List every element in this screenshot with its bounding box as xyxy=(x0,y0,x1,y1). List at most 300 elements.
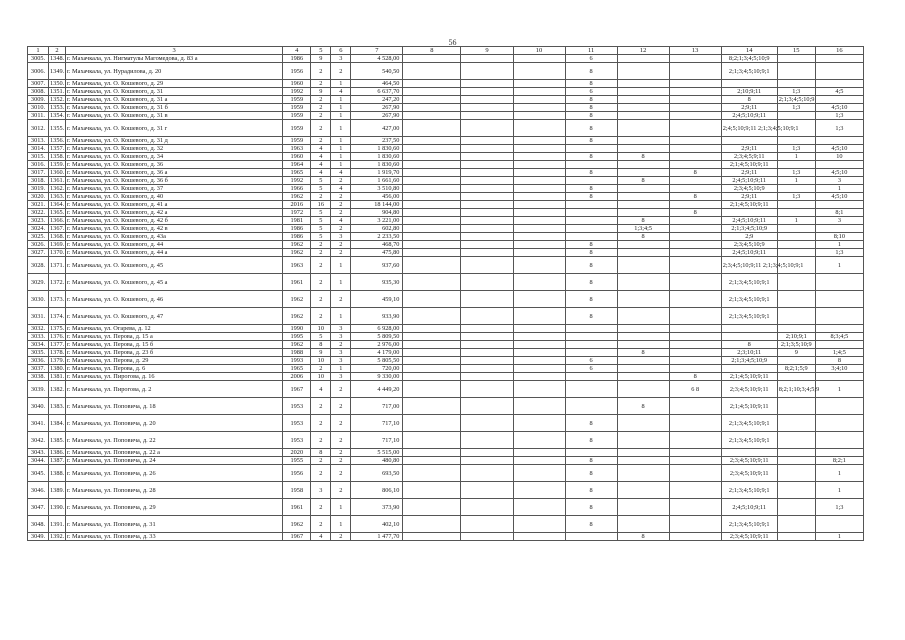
cell-col-8 xyxy=(403,161,461,169)
cell-col-9 xyxy=(461,120,513,137)
cell-col-15 xyxy=(777,482,815,499)
cell-address: г. Махачкала, ул. Огарева, д. 12 xyxy=(66,325,283,333)
cell-col-10 xyxy=(513,365,565,373)
cell-col-14: 8 xyxy=(721,341,777,349)
cell-col-14: 2;1;3;4;5;10;9;1 xyxy=(721,308,777,325)
cell-year-built: 1993 xyxy=(283,357,311,365)
cell-entrances: 3 xyxy=(331,233,351,241)
table-row xyxy=(28,137,864,145)
cell-col-15: 1;3 xyxy=(777,193,815,201)
cell-entrances: 1 xyxy=(331,516,351,533)
cell-col-12 xyxy=(617,209,669,217)
cell-record-id: 1366. xyxy=(50,217,65,224)
cell-col-13 xyxy=(669,533,721,541)
cell-col-14: 2;3;10;11 xyxy=(721,349,777,357)
cell-col-15: 2;10;9;1 xyxy=(777,333,815,341)
cell-year-built: 1962 xyxy=(283,516,311,533)
cell-col-15 xyxy=(777,449,815,457)
column-header-6: 6 xyxy=(331,47,351,55)
cell-col-16 xyxy=(815,201,863,209)
cell-col-9 xyxy=(461,325,513,333)
cell-col-11 xyxy=(565,177,617,185)
cell-address: г. Махачкала, ул. Нурадилова, д. 20 xyxy=(66,63,283,80)
cell-col-9 xyxy=(461,80,513,88)
cell-col-12 xyxy=(617,415,669,432)
cell-col-11: 8 xyxy=(565,153,617,161)
cell-col-12 xyxy=(617,201,669,209)
cell-col-11: 8 xyxy=(565,169,617,177)
cell-col-13 xyxy=(669,365,721,373)
cell-col-13 xyxy=(669,357,721,365)
cell-col-10 xyxy=(513,112,565,120)
cell-record-id: 1353. xyxy=(50,104,65,111)
cell-area: 806,10 xyxy=(351,482,403,499)
cell-col-11 xyxy=(565,349,617,357)
cell-col-9 xyxy=(461,482,513,499)
cell-col-11: 8 xyxy=(565,193,617,201)
cell-col-14: 2;1;4;5;10;9;11 xyxy=(721,161,777,169)
cell-col-14: 2;1;3;4;5;10;9;1 xyxy=(721,516,777,533)
cell-col-15 xyxy=(777,201,815,209)
cell-col-8 xyxy=(403,381,461,398)
cell-col-14: 2;3;4;5;10;9;11 xyxy=(721,381,777,398)
cell-record-id: 1378. xyxy=(50,349,65,356)
cell-col-8 xyxy=(403,516,461,533)
cell-row-number: 3034. xyxy=(28,341,49,349)
cell-col-15 xyxy=(777,185,815,193)
cell-area: 540,50 xyxy=(351,63,403,80)
cell-floors: 2 xyxy=(311,274,331,291)
cell-col-9 xyxy=(461,349,513,357)
column-header-16: 16 xyxy=(815,47,863,55)
cell-address: г. Махачкала, ул. О. Кошевого, д. 31 д xyxy=(66,137,283,145)
cell-row-number: 3015. xyxy=(28,153,49,161)
cell-col-8 xyxy=(403,55,461,63)
cell-address: г. Махачкала, ул. О. Кошевого, д. 34 xyxy=(66,153,283,161)
cell-col-12 xyxy=(617,193,669,201)
cell-col-8 xyxy=(403,241,461,249)
cell-col-8 xyxy=(403,533,461,541)
cell-year-built: 1992 xyxy=(283,88,311,96)
cell-col-14: 2;1;3;4;5;10;9;1 xyxy=(721,291,777,308)
cell-year-built: 1965 xyxy=(283,365,311,373)
cell-col-9 xyxy=(461,357,513,365)
cell-area: 4 528,00 xyxy=(351,55,403,63)
cell-col-8 xyxy=(403,373,461,381)
cell-entrances: 1 xyxy=(331,499,351,516)
cell-col-11 xyxy=(565,201,617,209)
column-header-10: 10 xyxy=(513,47,565,55)
cell-col-10 xyxy=(513,185,565,193)
cell-col-15 xyxy=(777,209,815,217)
cell-record-id: 1357. xyxy=(50,145,65,152)
cell-year-built: 1986 xyxy=(283,55,311,63)
cell-row-number: 3038. xyxy=(28,373,49,381)
cell-col-16 xyxy=(815,341,863,349)
cell-col-8 xyxy=(403,185,461,193)
cell-record-id: 1356. xyxy=(50,137,65,144)
cell-record-id: 1367. xyxy=(50,225,65,232)
cell-col-9 xyxy=(461,333,513,341)
cell-col-8 xyxy=(403,201,461,209)
cell-col-14: 2;9;11 xyxy=(721,169,777,177)
cell-col-8 xyxy=(403,249,461,257)
cell-floors: 2 xyxy=(311,80,331,88)
cell-year-built: 1956 xyxy=(283,465,311,482)
cell-col-16: 8;1 xyxy=(815,209,863,217)
cell-entrances: 2 xyxy=(331,482,351,499)
cell-year-built: 1988 xyxy=(283,349,311,357)
cell-record-id: 1360. xyxy=(50,169,65,176)
cell-col-16: 1;4;5 xyxy=(815,349,863,357)
column-header-4: 4 xyxy=(283,47,311,55)
column-header-13: 13 xyxy=(669,47,721,55)
cell-col-14 xyxy=(721,137,777,145)
cell-col-13 xyxy=(669,465,721,482)
cell-col-12 xyxy=(617,499,669,516)
cell-col-16: 4;5;10 xyxy=(815,193,863,201)
cell-col-14 xyxy=(721,365,777,373)
cell-floors: 2 xyxy=(311,137,331,145)
cell-col-9 xyxy=(461,88,513,96)
cell-col-9 xyxy=(461,161,513,169)
cell-col-10 xyxy=(513,415,565,432)
cell-floors: 9 xyxy=(311,88,331,96)
cell-col-13 xyxy=(669,457,721,465)
cell-row-number: 3021. xyxy=(28,201,49,209)
cell-col-13: 8 xyxy=(669,193,721,201)
cell-col-15 xyxy=(777,465,815,482)
cell-col-13 xyxy=(669,415,721,432)
cell-area: 3 510,80 xyxy=(351,185,403,193)
cell-record-id: 1354. xyxy=(50,112,65,119)
cell-col-10 xyxy=(513,63,565,80)
cell-floors: 2 xyxy=(311,291,331,308)
cell-col-15 xyxy=(777,55,815,63)
cell-row-number: 3041. xyxy=(28,415,49,432)
cell-col-9 xyxy=(461,373,513,381)
cell-col-10 xyxy=(513,373,565,381)
cell-col-8 xyxy=(403,80,461,88)
cell-floors: 2 xyxy=(311,365,331,373)
cell-year-built: 1961 xyxy=(283,499,311,516)
cell-col-14: 2;9;11 xyxy=(721,193,777,201)
cell-record-id: 1388. xyxy=(49,465,66,482)
cell-row-number: 3033. xyxy=(28,333,49,341)
cell-col-13 xyxy=(669,201,721,209)
cell-year-built: 1959 xyxy=(283,120,311,137)
cell-entrances: 2 xyxy=(331,201,351,209)
cell-record-id: 1392. xyxy=(50,533,65,540)
cell-col-12 xyxy=(617,325,669,333)
cell-entrances: 4 xyxy=(331,169,351,177)
cell-col-13 xyxy=(669,225,721,233)
cell-col-9 xyxy=(461,96,513,104)
cell-col-12 xyxy=(617,96,669,104)
cell-address: г. Махачкала, ул. О. Кошевого, д. 31 в xyxy=(66,112,283,120)
cell-col-15 xyxy=(777,415,815,432)
cell-col-9 xyxy=(461,193,513,201)
cell-year-built: 1986 xyxy=(283,233,311,241)
cell-col-12 xyxy=(617,63,669,80)
cell-col-10 xyxy=(513,161,565,169)
cell-year-built: 1961 xyxy=(283,274,311,291)
cell-row-number: 3040. xyxy=(28,398,49,415)
cell-col-10 xyxy=(513,465,565,482)
cell-entrances: 1 xyxy=(331,137,351,145)
cell-col-15: 1;3 xyxy=(777,88,815,96)
cell-col-12 xyxy=(617,482,669,499)
cell-col-13 xyxy=(669,80,721,88)
cell-row-number: 3016. xyxy=(28,161,49,169)
cell-col-13 xyxy=(669,291,721,308)
cell-col-10 xyxy=(513,153,565,161)
cell-year-built: 1962 xyxy=(283,308,311,325)
cell-col-15 xyxy=(777,241,815,249)
cell-record-id: 1372. xyxy=(49,274,66,291)
cell-col-15 xyxy=(777,432,815,449)
cell-col-8 xyxy=(403,465,461,482)
cell-col-16: 8;3;4;5 xyxy=(815,333,863,341)
cell-col-9 xyxy=(461,249,513,257)
cell-col-12: 8 xyxy=(617,177,669,185)
cell-record-id: 1377. xyxy=(50,341,65,348)
cell-col-8 xyxy=(403,120,461,137)
cell-address: г. Махачкала, ул. Перова, д. 29 xyxy=(66,357,283,365)
cell-address: г. Махачкала, ул. Перова, д. 15 б xyxy=(66,341,283,349)
cell-col-11 xyxy=(565,373,617,381)
column-header-9: 9 xyxy=(461,47,513,55)
table-row xyxy=(28,341,864,349)
cell-col-9 xyxy=(461,169,513,177)
cell-col-14: 2;1;4;5;10;9;11 xyxy=(721,398,777,415)
cell-address: г. Махачкала, ул. О. Кошевого, д. 31 xyxy=(66,88,283,96)
cell-col-16 xyxy=(815,161,863,169)
cell-col-9 xyxy=(461,112,513,120)
cell-col-11 xyxy=(565,341,617,349)
cell-col-14: 8 xyxy=(721,96,777,104)
cell-col-13 xyxy=(669,398,721,415)
cell-col-11: 6 xyxy=(565,357,617,365)
cell-col-16: 10 xyxy=(815,153,863,161)
cell-col-10 xyxy=(513,398,565,415)
cell-area: 4 449,20 xyxy=(351,381,403,398)
cell-col-15: 1 xyxy=(777,217,815,225)
cell-address: г. Махачкала, ул. О. Кошевого, д. 41 а xyxy=(66,201,283,209)
cell-entrances: 2 xyxy=(331,225,351,233)
cell-area: 1 477,70 xyxy=(351,533,403,541)
cell-floors: 8 xyxy=(311,449,331,457)
cell-floors: 2 xyxy=(311,120,331,137)
cell-col-13 xyxy=(669,341,721,349)
cell-col-11: 8 xyxy=(565,432,617,449)
cell-area: 267,90 xyxy=(351,104,403,112)
cell-area: 720,00 xyxy=(351,365,403,373)
cell-col-16: 1;3 xyxy=(815,112,863,120)
table-row xyxy=(28,516,864,533)
cell-col-11 xyxy=(565,533,617,541)
cell-entrances: 2 xyxy=(331,63,351,80)
cell-col-10 xyxy=(513,55,565,63)
cell-address: г. Махачкала, ул. Поповича, д. 20 xyxy=(66,415,283,432)
cell-col-14: 2;3;4;5;10;9 xyxy=(721,185,777,193)
cell-col-15 xyxy=(777,137,815,145)
cell-area: 1 830,60 xyxy=(351,153,403,161)
cell-entrances: 2 xyxy=(331,193,351,201)
cell-col-10 xyxy=(513,209,565,217)
cell-row-number: 3035. xyxy=(28,349,49,357)
cell-entrances: 1 xyxy=(331,365,351,373)
cell-record-id: 1370. xyxy=(50,249,65,256)
table-row xyxy=(28,177,864,185)
cell-address: г. Махачкала, ул. О. Кошевого, д. 36 б xyxy=(66,177,283,185)
cell-year-built: 1960 xyxy=(283,153,311,161)
cell-address: г. Махачкала, ул. Пирогова, д. 16 xyxy=(66,373,283,381)
cell-year-built: 1964 xyxy=(283,161,311,169)
cell-year-built: 1959 xyxy=(283,137,311,145)
table-row xyxy=(28,333,864,341)
cell-col-10 xyxy=(513,217,565,225)
table-row xyxy=(28,274,864,291)
table-row xyxy=(28,201,864,209)
cell-year-built: 1962 xyxy=(283,241,311,249)
registry-table xyxy=(27,46,864,541)
cell-col-16: 4;5 xyxy=(815,88,863,96)
cell-entrances: 3 xyxy=(331,373,351,381)
cell-col-10 xyxy=(513,516,565,533)
cell-row-number: 3030. xyxy=(28,291,49,308)
cell-year-built: 2020 xyxy=(283,449,311,457)
table-row xyxy=(28,325,864,333)
cell-col-8 xyxy=(403,349,461,357)
cell-entrances: 2 xyxy=(331,249,351,257)
cell-col-12 xyxy=(617,449,669,457)
cell-col-10 xyxy=(513,449,565,457)
cell-col-10 xyxy=(513,499,565,516)
cell-col-14: 2;1;3;4;5;10;9 xyxy=(721,357,777,365)
cell-col-8 xyxy=(403,449,461,457)
cell-address: г. Махачкала, ул. Пирогова, д. 2 xyxy=(66,381,283,398)
cell-col-10 xyxy=(513,177,565,185)
cell-col-9 xyxy=(461,274,513,291)
table-row xyxy=(28,308,864,325)
cell-col-15: 1;3 xyxy=(777,145,815,153)
cell-row-number: 3032. xyxy=(28,325,49,333)
cell-col-11 xyxy=(565,333,617,341)
cell-col-12 xyxy=(617,112,669,120)
table-header-row xyxy=(28,47,864,55)
cell-record-id: 1359. xyxy=(50,161,65,168)
cell-col-14 xyxy=(721,333,777,341)
cell-col-16: 8 xyxy=(815,357,863,365)
cell-col-8 xyxy=(403,308,461,325)
cell-col-9 xyxy=(461,201,513,209)
cell-record-id: 1355. xyxy=(49,120,66,137)
cell-col-10 xyxy=(513,257,565,274)
cell-col-13 xyxy=(669,145,721,153)
cell-record-id: 1371. xyxy=(49,257,66,274)
cell-col-16: 4;5;10 xyxy=(815,169,863,177)
cell-col-9 xyxy=(461,145,513,153)
cell-col-12 xyxy=(617,308,669,325)
cell-floors: 10 xyxy=(311,325,331,333)
cell-year-built: 1962 xyxy=(283,193,311,201)
cell-col-11: 8 xyxy=(565,274,617,291)
cell-record-id: 1376. xyxy=(50,333,65,340)
table-row xyxy=(28,373,864,381)
table-row xyxy=(28,217,864,225)
cell-entrances: 3 xyxy=(331,357,351,365)
cell-col-15: 2;1;3;5;10;9 xyxy=(777,341,815,349)
cell-col-10 xyxy=(513,482,565,499)
cell-floors: 5 xyxy=(311,209,331,217)
cell-entrances: 1 xyxy=(331,274,351,291)
cell-col-8 xyxy=(403,482,461,499)
cell-entrances: 2 xyxy=(331,465,351,482)
cell-col-14: 2;4;5;10;9;11 xyxy=(721,249,777,257)
cell-col-14: 2;3;4;5;10;9;11 xyxy=(721,465,777,482)
table-row xyxy=(28,398,864,415)
cell-floors: 5 xyxy=(311,217,331,225)
cell-floors: 2 xyxy=(311,96,331,104)
cell-col-16: 3;4;10 xyxy=(815,365,863,373)
cell-col-10 xyxy=(513,325,565,333)
cell-col-15 xyxy=(777,80,815,88)
cell-row-number: 3012. xyxy=(28,120,49,137)
cell-record-id: 1358. xyxy=(50,153,65,160)
cell-col-15: 1;3 xyxy=(777,169,815,177)
cell-entrances: 1 xyxy=(331,120,351,137)
cell-col-9 xyxy=(461,449,513,457)
cell-col-9 xyxy=(461,457,513,465)
cell-col-12 xyxy=(617,145,669,153)
cell-entrances: 2 xyxy=(331,381,351,398)
cell-col-14: 2;9;11 xyxy=(721,145,777,153)
cell-col-12: 8 xyxy=(617,398,669,415)
cell-area: 6 637,70 xyxy=(351,88,403,96)
cell-year-built: 1967 xyxy=(283,533,311,541)
cell-area: 717,00 xyxy=(351,398,403,415)
cell-col-11: 8 xyxy=(565,137,617,145)
cell-area: 373,90 xyxy=(351,499,403,516)
cell-record-id: 1351. xyxy=(50,88,65,95)
cell-row-number: 3008. xyxy=(28,88,49,96)
cell-year-built: 1955 xyxy=(283,457,311,465)
cell-col-15 xyxy=(777,457,815,465)
cell-floors: 10 xyxy=(311,373,331,381)
cell-row-number: 3031. xyxy=(28,308,49,325)
column-header-2: 2 xyxy=(49,47,66,55)
cell-col-13 xyxy=(669,185,721,193)
cell-col-11: 8 xyxy=(565,482,617,499)
cell-year-built: 1958 xyxy=(283,482,311,499)
cell-row-number: 3014. xyxy=(28,145,49,153)
cell-address: г. Махачкала, ул. О. Кошевого, д. 29 xyxy=(66,80,283,88)
cell-floors: 2 xyxy=(311,499,331,516)
cell-col-16: 8;10 xyxy=(815,233,863,241)
cell-col-15 xyxy=(777,357,815,365)
cell-col-8 xyxy=(403,177,461,185)
cell-col-8 xyxy=(403,153,461,161)
cell-col-13 xyxy=(669,432,721,449)
cell-col-16 xyxy=(815,80,863,88)
cell-col-12 xyxy=(617,104,669,112)
cell-col-13 xyxy=(669,482,721,499)
cell-col-15 xyxy=(777,533,815,541)
cell-year-built: 1981 xyxy=(283,217,311,225)
cell-entrances: 2 xyxy=(331,449,351,457)
cell-col-13 xyxy=(669,161,721,169)
